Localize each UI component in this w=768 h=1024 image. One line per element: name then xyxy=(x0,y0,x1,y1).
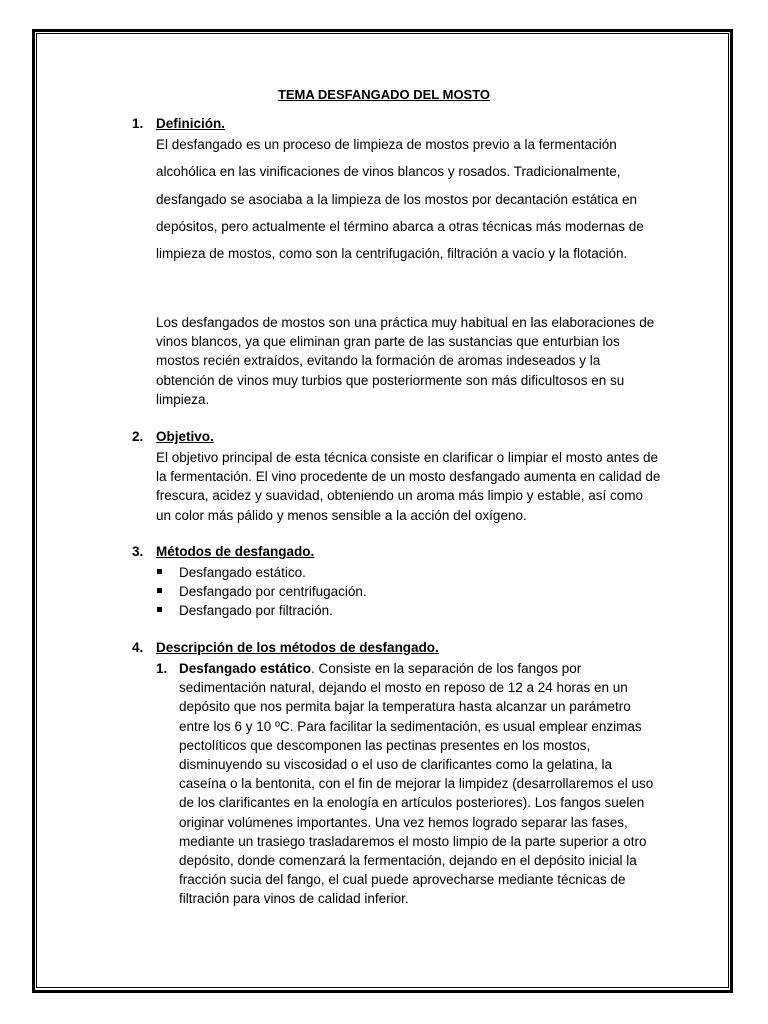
bullet-square-icon xyxy=(157,569,162,574)
paragraph: El objetivo principal de esta técnica consiste en clarificar o limpiar el mosto antes de la fermentación. El vino procedente de un mosto desfangado aumenta en calidad de frescura, acidez y suavidad, obteniendo un aroma más limpio y estable, así como un color más pálido y menos sensible a la acción del oxígeno. xyxy=(156,450,661,523)
document-title: TEMA DESFANGADO DEL MOSTO xyxy=(277,87,491,102)
section-number: 2. xyxy=(132,429,144,444)
section-number: 1. xyxy=(132,116,144,131)
section-number: 4. xyxy=(132,640,144,655)
section-number: 3. xyxy=(132,544,144,559)
list-item: Desfangado estático. xyxy=(156,563,661,582)
paragraph: El desfangado es un proceso de limpieza de mostos previo a la fermentación alcohólica en las vinificaciones de vinos blancos y rosados. Tradicionalmente, desfangado se asociaba a la limpieza de los mostos por decantación estática en depósitos, pero actualmente el término abarca a otras técnicas más modernas de limpieza de mostos, como son la centrifugación, filtración a vacío y la flotación. xyxy=(156,137,644,262)
method-description-item xyxy=(156,659,661,909)
item-body: . Consiste en la separación de los fangos por sedimentación natural, dejando el mosto en reposo de 12 a 24 horas en un depósito que nos permita bajar la temperatura hasta alcanzar un parámetro entre los 6 y 10 ºC. Para facilitar la sedimentación, es usual emplear enzimas pectolíticos que descomponen las pectinas presentes en los mostos, disminuyendo su viscosidad o el uso de clarificantes como la gelatina, la caseína o la bentonita, con el fin de mejorar la limpidez (desarrollaremos el uso de los clarificantes en la enología en artículos posteriores). Los fangos suelen originar volúmenes importantes. Una vez hemos logrado separar las fases, mediante un trasiego trasladaremos el mosto limpio de la parte superior a otro depósito, donde comenzará la fermentación, dejando en el depósito inicial la fracción sucia del fango, el cual puede aprovecharse mediante técnicas de filtración para vinos de calidad inferior. xyxy=(179,661,654,907)
bullet-square-icon xyxy=(157,607,162,612)
list-item: Desfangado por centrifugación. xyxy=(156,582,661,601)
section-heading: Objetivo. xyxy=(156,429,214,444)
bullet-square-icon xyxy=(157,588,162,593)
item-lead: Desfangado estático xyxy=(179,661,312,676)
item-text xyxy=(179,659,661,909)
methods-list xyxy=(156,563,661,621)
section-heading: Definición. xyxy=(156,116,226,131)
item-number: 1. xyxy=(156,661,168,676)
list-item: Desfangado por filtración. xyxy=(156,601,661,620)
section-heading: Métodos de desfangado. xyxy=(156,544,315,559)
paragraph: Los desfangados de mostos son una práctica muy habitual en las elaboraciones de vinos blancos, ya que eliminan gran parte de las sustancias que enturbian los mostos recién extraídos, evitando la formación de aromas indeseados y la obtención de vinos muy turbios que posteriormente son más dificultosos en su limpieza. xyxy=(156,315,655,407)
section-heading: Descripción de los métodos de desfangado. xyxy=(156,640,439,655)
